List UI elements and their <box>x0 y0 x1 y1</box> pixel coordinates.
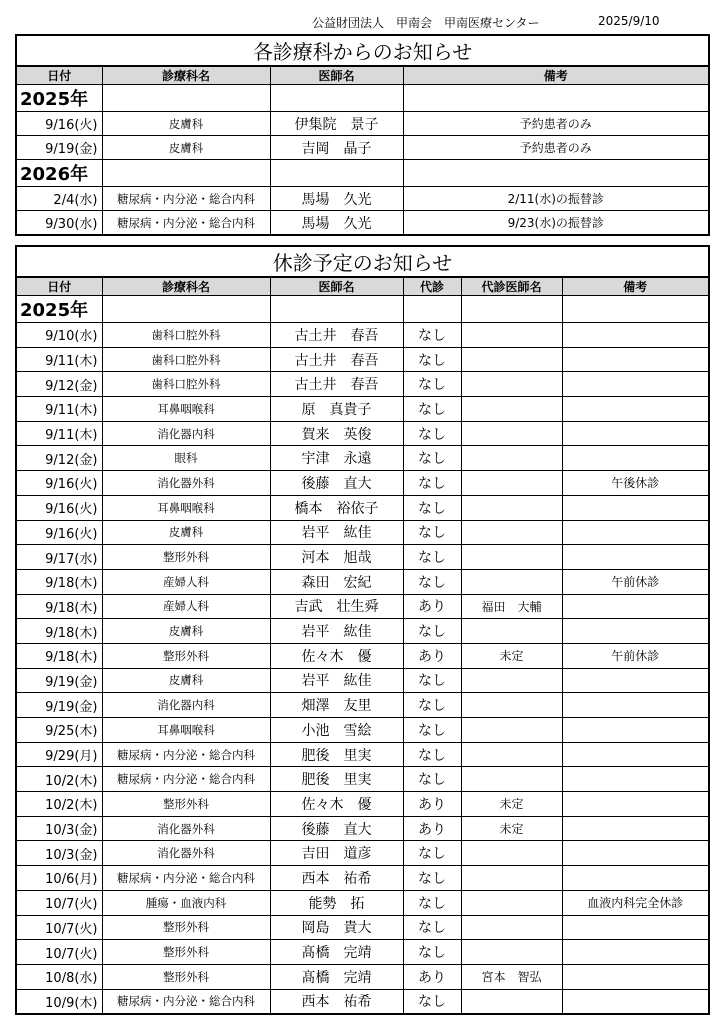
year-row <box>16 296 709 323</box>
substitute-doctor-cell <box>461 446 562 471</box>
doctor-cell: 伊集院 景子 <box>270 112 403 136</box>
date-cell: 10/7(火) <box>16 915 102 940</box>
substitute-flag-cell: なし <box>403 989 461 1014</box>
note-cell <box>562 397 709 422</box>
substitute-flag-cell: なし <box>403 372 461 397</box>
substitute-flag-cell: なし <box>403 890 461 915</box>
substitute-flag-cell: なし <box>403 841 461 866</box>
substitute-doctor-cell <box>461 495 562 520</box>
column-header: 代診 <box>403 277 461 296</box>
substitute-flag-cell: なし <box>403 495 461 520</box>
doctor-cell: 吉武 壮生舜 <box>270 594 403 619</box>
empty-cell <box>562 296 709 323</box>
table-row <box>16 816 709 841</box>
department-cell: 消化器内科 <box>102 421 270 446</box>
doctor-cell: 吉田 道彦 <box>270 841 403 866</box>
table-row <box>16 989 709 1014</box>
table-row <box>16 643 709 668</box>
table-row <box>16 890 709 915</box>
department-cell: 歯科口腔外科 <box>102 323 270 348</box>
department-cell: 整形外科 <box>102 792 270 817</box>
note-cell <box>562 915 709 940</box>
substitute-doctor-cell <box>461 471 562 496</box>
date-cell: 10/8(水) <box>16 964 102 989</box>
date-cell: 9/16(火) <box>16 112 102 136</box>
note-cell <box>562 594 709 619</box>
table-row <box>16 940 709 965</box>
substitute-flag-cell: なし <box>403 471 461 496</box>
table-row <box>16 520 709 545</box>
doctor-cell: 賀来 英俊 <box>270 421 403 446</box>
note-cell: 2/11(水)の振替診 <box>403 187 709 211</box>
doctor-cell: 岡島 貴大 <box>270 915 403 940</box>
empty-cell <box>270 85 403 112</box>
note-cell <box>562 792 709 817</box>
substitute-doctor-cell <box>461 347 562 372</box>
note-cell <box>562 816 709 841</box>
note-cell <box>562 520 709 545</box>
year-row <box>16 160 709 187</box>
table-row <box>16 718 709 743</box>
department-cell: 糖尿病・内分泌・総合内科 <box>102 989 270 1014</box>
column-header: 備考 <box>562 277 709 296</box>
closure-notice-header-row <box>16 277 709 296</box>
table-row <box>16 792 709 817</box>
column-header: 日付 <box>16 277 102 296</box>
table-row <box>16 421 709 446</box>
department-cell: 耳鼻咽喉科 <box>102 495 270 520</box>
date-cell: 10/9(木) <box>16 989 102 1014</box>
date-cell: 9/11(木) <box>16 397 102 422</box>
substitute-flag-cell: なし <box>403 668 461 693</box>
note-cell <box>562 742 709 767</box>
date-cell: 9/10(水) <box>16 323 102 348</box>
date-cell: 9/18(木) <box>16 643 102 668</box>
substitute-doctor-cell <box>461 767 562 792</box>
date-cell: 9/16(火) <box>16 520 102 545</box>
department-cell: 皮膚科 <box>102 619 270 644</box>
doctor-cell: 吉岡 晶子 <box>270 136 403 160</box>
date-cell: 9/17(水) <box>16 545 102 570</box>
department-cell: 整形外科 <box>102 940 270 965</box>
year-label: 2025年 <box>16 296 102 323</box>
department-cell: 眼科 <box>102 446 270 471</box>
doctor-cell: 馬場 久光 <box>270 211 403 236</box>
doctor-cell: 髙橋 完靖 <box>270 940 403 965</box>
empty-cell <box>403 296 461 323</box>
department-cell: 整形外科 <box>102 643 270 668</box>
doctor-cell: 河本 旭哉 <box>270 545 403 570</box>
substitute-doctor-cell <box>461 742 562 767</box>
substitute-doctor-cell <box>461 668 562 693</box>
substitute-doctor-cell <box>461 421 562 446</box>
doctor-cell: 佐々木 優 <box>270 792 403 817</box>
column-header: 日付 <box>16 66 102 85</box>
date-cell: 10/6(月) <box>16 866 102 891</box>
substitute-flag-cell: なし <box>403 742 461 767</box>
substitute-doctor-cell: 福田 大輔 <box>461 594 562 619</box>
department-cell: 糖尿病・内分泌・総合内科 <box>102 187 270 211</box>
date-cell: 9/18(木) <box>16 594 102 619</box>
table-row <box>16 668 709 693</box>
note-cell: 午後休診 <box>562 471 709 496</box>
department-cell: 産婦人科 <box>102 569 270 594</box>
note-cell <box>562 989 709 1014</box>
department-cell: 整形外科 <box>102 964 270 989</box>
doctor-cell: 古土井 春吾 <box>270 323 403 348</box>
note-cell <box>562 841 709 866</box>
note-cell <box>562 421 709 446</box>
substitute-doctor-cell <box>461 890 562 915</box>
date-cell: 10/7(火) <box>16 890 102 915</box>
department-cell: 産婦人科 <box>102 594 270 619</box>
doctor-cell: 西本 祐希 <box>270 866 403 891</box>
department-cell: 糖尿病・内分泌・総合内科 <box>102 211 270 236</box>
substitute-flag-cell: あり <box>403 643 461 668</box>
note-cell <box>562 372 709 397</box>
department-cell: 耳鼻咽喉科 <box>102 397 270 422</box>
substitute-doctor-cell <box>461 915 562 940</box>
table-row <box>16 136 709 160</box>
doctor-cell: 西本 祐希 <box>270 989 403 1014</box>
date-cell: 9/29(月) <box>16 742 102 767</box>
doctor-cell: 岩平 紘佳 <box>270 668 403 693</box>
doctor-cell: 後藤 直大 <box>270 471 403 496</box>
note-cell <box>562 767 709 792</box>
date-cell: 9/11(木) <box>16 421 102 446</box>
table-row <box>16 495 709 520</box>
department-notice-table <box>15 34 710 236</box>
department-cell: 糖尿病・内分泌・総合内科 <box>102 742 270 767</box>
doctor-cell: 髙橋 完靖 <box>270 964 403 989</box>
date-cell: 9/12(金) <box>16 372 102 397</box>
substitute-doctor-cell <box>461 693 562 718</box>
note-cell: 予約患者のみ <box>403 136 709 160</box>
doctor-cell: 岩平 紘佳 <box>270 520 403 545</box>
substitute-doctor-cell <box>461 866 562 891</box>
note-cell <box>562 668 709 693</box>
column-header: 備考 <box>403 66 709 85</box>
table-row <box>16 372 709 397</box>
table-row <box>16 964 709 989</box>
date-cell: 10/2(木) <box>16 792 102 817</box>
table-row <box>16 841 709 866</box>
substitute-flag-cell: なし <box>403 718 461 743</box>
note-cell <box>562 866 709 891</box>
doctor-cell: 小池 雪絵 <box>270 718 403 743</box>
table-row <box>16 323 709 348</box>
department-cell: 歯科口腔外科 <box>102 347 270 372</box>
substitute-doctor-cell: 未定 <box>461 816 562 841</box>
date-cell: 9/30(水) <box>16 211 102 236</box>
table-row <box>16 545 709 570</box>
note-cell <box>562 347 709 372</box>
note-cell <box>562 693 709 718</box>
table-row <box>16 397 709 422</box>
substitute-doctor-cell <box>461 323 562 348</box>
doctor-cell: 佐々木 優 <box>270 643 403 668</box>
substitute-flag-cell: なし <box>403 866 461 891</box>
date-cell: 9/16(火) <box>16 471 102 496</box>
year-label: 2026年 <box>16 160 102 187</box>
table-row <box>16 866 709 891</box>
substitute-flag-cell: なし <box>403 915 461 940</box>
substitute-flag-cell: なし <box>403 446 461 471</box>
department-cell: 皮膚科 <box>102 112 270 136</box>
date-cell: 9/11(木) <box>16 347 102 372</box>
doctor-cell: 後藤 直大 <box>270 816 403 841</box>
doctor-cell: 馬場 久光 <box>270 187 403 211</box>
column-header: 診療科名 <box>102 277 270 296</box>
column-header: 医師名 <box>270 66 403 85</box>
substitute-doctor-cell <box>461 520 562 545</box>
note-cell: 予約患者のみ <box>403 112 709 136</box>
substitute-flag-cell: なし <box>403 619 461 644</box>
substitute-flag-cell: なし <box>403 545 461 570</box>
department-cell: 皮膚科 <box>102 520 270 545</box>
doctor-cell: 岩平 紘佳 <box>270 619 403 644</box>
department-cell: 整形外科 <box>102 915 270 940</box>
doctor-cell: 原 真貴子 <box>270 397 403 422</box>
substitute-flag-cell: あり <box>403 816 461 841</box>
doctor-cell: 肥後 里実 <box>270 742 403 767</box>
doctor-cell: 宇津 永遠 <box>270 446 403 471</box>
substitute-flag-cell: あり <box>403 792 461 817</box>
substitute-flag-cell: なし <box>403 940 461 965</box>
note-cell <box>562 964 709 989</box>
doctor-cell: 肥後 里実 <box>270 767 403 792</box>
department-cell: 消化器外科 <box>102 816 270 841</box>
department-cell: 消化器外科 <box>102 471 270 496</box>
table-row <box>16 187 709 211</box>
date-cell: 9/18(木) <box>16 619 102 644</box>
date-cell: 9/19(金) <box>16 668 102 693</box>
date-cell: 10/2(木) <box>16 767 102 792</box>
table-row <box>16 569 709 594</box>
note-cell: 9/23(水)の振替診 <box>403 211 709 236</box>
department-cell: 皮膚科 <box>102 136 270 160</box>
doctor-cell: 森田 宏紀 <box>270 569 403 594</box>
substitute-doctor-cell <box>461 989 562 1014</box>
table-row <box>16 471 709 496</box>
note-cell: 午前休診 <box>562 643 709 668</box>
substitute-doctor-cell <box>461 841 562 866</box>
closure-notice-title: 休診予定のお知らせ <box>16 246 709 277</box>
substitute-flag-cell: なし <box>403 347 461 372</box>
note-cell <box>562 495 709 520</box>
substitute-doctor-cell <box>461 569 562 594</box>
table-row <box>16 693 709 718</box>
department-cell: 糖尿病・内分泌・総合内科 <box>102 866 270 891</box>
note-cell <box>562 940 709 965</box>
doctor-cell: 能勢 拓 <box>270 890 403 915</box>
empty-cell <box>102 160 270 187</box>
empty-cell <box>461 296 562 323</box>
doctor-cell: 古土井 春吾 <box>270 372 403 397</box>
note-cell <box>562 545 709 570</box>
substitute-doctor-cell <box>461 718 562 743</box>
substitute-flag-cell: なし <box>403 323 461 348</box>
substitute-doctor-cell: 未定 <box>461 792 562 817</box>
note-cell <box>562 446 709 471</box>
document-header <box>312 14 712 30</box>
column-header: 診療科名 <box>102 66 270 85</box>
substitute-doctor-cell <box>461 619 562 644</box>
table-row <box>16 446 709 471</box>
note-cell <box>562 619 709 644</box>
substitute-flag-cell: なし <box>403 693 461 718</box>
department-cell: 整形外科 <box>102 545 270 570</box>
substitute-flag-cell: なし <box>403 520 461 545</box>
doctor-cell: 橋本 裕依子 <box>270 495 403 520</box>
table-row <box>16 594 709 619</box>
empty-cell <box>403 85 709 112</box>
department-cell: 皮膚科 <box>102 668 270 693</box>
empty-cell <box>102 296 270 323</box>
department-cell: 消化器外科 <box>102 841 270 866</box>
note-cell <box>562 718 709 743</box>
document-date: 2025/9/10 <box>598 14 660 28</box>
substitute-flag-cell: なし <box>403 421 461 446</box>
substitute-flag-cell: なし <box>403 397 461 422</box>
doctor-cell: 畑澤 友里 <box>270 693 403 718</box>
table-row <box>16 211 709 236</box>
date-cell: 2/4(水) <box>16 187 102 211</box>
department-cell: 消化器内科 <box>102 693 270 718</box>
substitute-flag-cell: なし <box>403 767 461 792</box>
column-header: 代診医師名 <box>461 277 562 296</box>
department-notice-title: 各診療科からのお知らせ <box>16 35 709 66</box>
note-cell: 午前休診 <box>562 569 709 594</box>
substitute-doctor-cell: 宮本 智弘 <box>461 964 562 989</box>
department-cell: 糖尿病・内分泌・総合内科 <box>102 767 270 792</box>
empty-cell <box>270 296 403 323</box>
year-row <box>16 85 709 112</box>
date-cell: 9/25(木) <box>16 718 102 743</box>
date-cell: 10/7(火) <box>16 940 102 965</box>
table-row <box>16 619 709 644</box>
substitute-flag-cell: あり <box>403 594 461 619</box>
table-row <box>16 767 709 792</box>
substitute-doctor-cell <box>461 372 562 397</box>
table-row <box>16 915 709 940</box>
closure-notice-table <box>15 245 710 1015</box>
table-row <box>16 112 709 136</box>
table-row <box>16 347 709 372</box>
note-cell: 血液内科完全休診 <box>562 890 709 915</box>
table-row <box>16 742 709 767</box>
substitute-doctor-cell: 未定 <box>461 643 562 668</box>
substitute-flag-cell: なし <box>403 569 461 594</box>
substitute-flag-cell: あり <box>403 964 461 989</box>
substitute-doctor-cell <box>461 397 562 422</box>
organization-name: 公益財団法人 甲南会 甲南医療センター <box>312 16 540 30</box>
empty-cell <box>403 160 709 187</box>
year-label: 2025年 <box>16 85 102 112</box>
note-cell <box>562 323 709 348</box>
date-cell: 9/12(金) <box>16 446 102 471</box>
date-cell: 9/19(金) <box>16 693 102 718</box>
department-cell: 腫瘍・血液内科 <box>102 890 270 915</box>
date-cell: 10/3(金) <box>16 841 102 866</box>
substitute-doctor-cell <box>461 545 562 570</box>
department-notice-header-row <box>16 66 709 85</box>
department-cell: 歯科口腔外科 <box>102 372 270 397</box>
date-cell: 9/18(木) <box>16 569 102 594</box>
substitute-doctor-cell <box>461 940 562 965</box>
empty-cell <box>102 85 270 112</box>
date-cell: 10/3(金) <box>16 816 102 841</box>
doctor-cell: 古土井 春吾 <box>270 347 403 372</box>
date-cell: 9/16(火) <box>16 495 102 520</box>
department-cell: 耳鼻咽喉科 <box>102 718 270 743</box>
date-cell: 9/19(金) <box>16 136 102 160</box>
column-header: 医師名 <box>270 277 403 296</box>
empty-cell <box>270 160 403 187</box>
